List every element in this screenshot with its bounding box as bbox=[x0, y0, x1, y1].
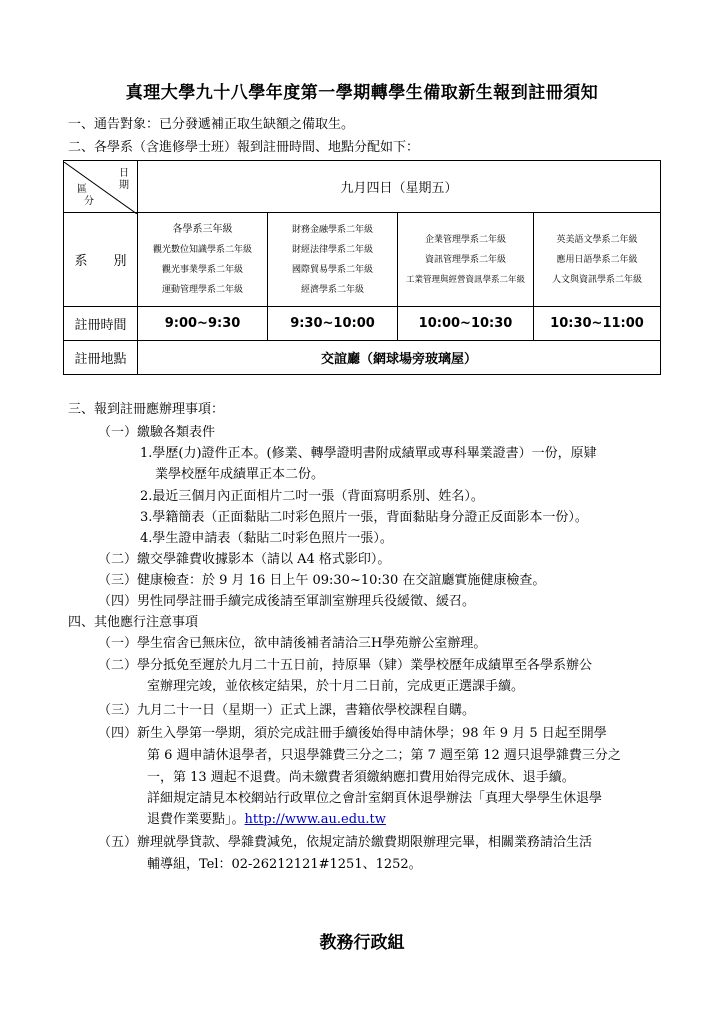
dept-item: 應用日語學系二年級 bbox=[556, 254, 638, 265]
dept-item: 英美語文學系二年級 bbox=[556, 234, 638, 245]
section-3-item-1-1-cont: 業學校歷年成績單正本二份。 bbox=[155, 467, 325, 482]
section-2-schedule-intro: 二、各學系（含進修學士班）報到註冊時間、地點分配如下： bbox=[68, 140, 420, 155]
section-3-item-1: （一）繳驗各類表件 bbox=[98, 425, 216, 440]
dept-label-cell: 系 別 bbox=[64, 213, 138, 307]
refund-rules-text: 退費作業要點」。 bbox=[147, 812, 245, 827]
dept-item: 人文與資訊學系二年級 bbox=[551, 274, 642, 285]
document-title: 真理大學九十八學年度第一學期轉學生備取新生報到註冊須知 bbox=[125, 83, 599, 103]
dept-item: 各學系三年級 bbox=[172, 223, 233, 235]
dept-group-1 bbox=[138, 213, 268, 307]
section-4-heading: 四、其他應行注意事項 bbox=[68, 615, 199, 630]
section-1-notice-target: 一、通告對象：已分發遞補正取生缺額之備取生。 bbox=[68, 117, 355, 132]
dept-item: 工業管理與經營資訊學系二年級 bbox=[405, 274, 525, 285]
section-3-item-4: （四）男性同學註冊手續完成後請至軍訓室辦理兵役緩徵、緩召。 bbox=[98, 594, 476, 609]
dept-item: 財務金融學系二年級 bbox=[291, 224, 373, 235]
dept-item: 觀光數位知識學系二年級 bbox=[152, 244, 252, 255]
dept-item: 運動管理學系二年級 bbox=[161, 284, 243, 295]
section-3-item-1-1: 1.學歷(力)證件正本。(修業、轉學證明書附成績單或專科畢業證書）一份，原肄 bbox=[140, 446, 597, 461]
dept-group-3 bbox=[398, 213, 534, 307]
corner-header-cell bbox=[64, 161, 138, 213]
university-website-link[interactable]: http://www.au.edu.tw bbox=[244, 812, 386, 827]
corner-label-date-1: 日 bbox=[119, 167, 129, 179]
section-3-item-1-3: 3.學籍簡表（正面黏貼二吋彩色照片一張，背面黏貼身分證正反面影本一份）。 bbox=[140, 510, 588, 525]
corner-label-section-2: 分 bbox=[84, 195, 94, 207]
section-4-item-2: （二）學分抵免至遲於九月二十五日前，持原畢（肄）業學校歷年成績單至各學系辦公 bbox=[98, 658, 593, 673]
section-3-item-1-2: 2.最近三個月內正面相片二吋一張（背面寫明系別、姓名）。 bbox=[140, 489, 484, 504]
time-slot-2: 9:30~10:00 bbox=[268, 307, 398, 341]
section-4-item-4: （四）新生入學第一學期，須於完成註冊手續後始得申請休學；98 年 9 月 5 日起至開學 bbox=[98, 726, 607, 741]
section-4-item-5-cont: 輔導組，Tel：02-26212121#1251、1252。 bbox=[147, 857, 422, 872]
dept-item: 企業管理學系二年級 bbox=[424, 234, 506, 245]
dept-item: 財經法律學系二年級 bbox=[291, 244, 373, 255]
section-4-item-2-cont: 室辦理完竣，並依核定結果，於十月二日前，完成更正選課手續。 bbox=[147, 679, 525, 694]
time-slot-1: 9:00~9:30 bbox=[138, 307, 268, 341]
dept-item: 經濟學系二年級 bbox=[300, 284, 364, 295]
corner-label-section-1: 區 bbox=[77, 183, 87, 195]
section-4-item-4-cont-1: 第 6 週申請休退學者，只退學雜費三分之二；第 7 週至第 12 週只退學雜費三分之 bbox=[147, 748, 621, 763]
corner-label-date-2: 期 bbox=[119, 179, 129, 191]
section-4-item-4-cont-3: 詳細規定請見本校網站行政單位之會計室網頁休退學辦法「真理大學學生休退學 bbox=[147, 791, 603, 806]
dept-group-4 bbox=[534, 213, 661, 307]
time-slot-3: 10:00~10:30 bbox=[398, 307, 534, 341]
section-3-heading: 三、報到註冊應辦理事項： bbox=[68, 402, 225, 417]
section-4-item-1: （一）學生宿舍已無床位，欲申請後補者請洽三H學苑辦公室辦理。 bbox=[98, 636, 487, 651]
date-header-cell: 九月四日（星期五） bbox=[138, 161, 661, 213]
section-4-item-3: （三）九月二十一日（星期一）正式上課，書籍依學校課程自購。 bbox=[98, 703, 476, 718]
dept-item: 國際貿易學系二年級 bbox=[291, 264, 373, 275]
place-value-cell: 交誼廳（網球場旁玻璃屋） bbox=[138, 341, 661, 375]
dept-item: 資訊管理學系二年級 bbox=[424, 254, 506, 265]
section-4-item-4-cont-4 bbox=[147, 812, 386, 828]
time-slot-4: 10:30~11:00 bbox=[534, 307, 661, 341]
dept-item: 觀光事業學系二年級 bbox=[161, 264, 243, 275]
section-4-item-5: （五）辦理就學貸款、學雜費減免，依規定請於繳費期限辦理完畢，相關業務請洽生活 bbox=[98, 835, 593, 850]
section-3-item-2: （二）繳交學雜費收據影本（請以 A4 格式影印）。 bbox=[98, 552, 391, 567]
issuing-office: 教務行政組 bbox=[319, 933, 405, 953]
registration-schedule-table bbox=[63, 160, 661, 375]
section-3-item-3: （三）健康檢查：於 9 月 16 日上午 09:30~10:30 在交誼廳實施健康檢查。 bbox=[98, 573, 546, 588]
dept-group-2 bbox=[268, 213, 398, 307]
place-label-cell: 註冊地點 bbox=[64, 341, 138, 375]
time-label-cell: 註冊時間 bbox=[64, 307, 138, 341]
section-3-item-1-4: 4.學生證申請表（黏貼二吋彩色照片一張）。 bbox=[140, 531, 393, 546]
section-4-item-4-cont-2: 一，第 13 週起不退費。尚未繳費者須繳納應扣費用始得完成休、退手續。 bbox=[147, 770, 575, 785]
